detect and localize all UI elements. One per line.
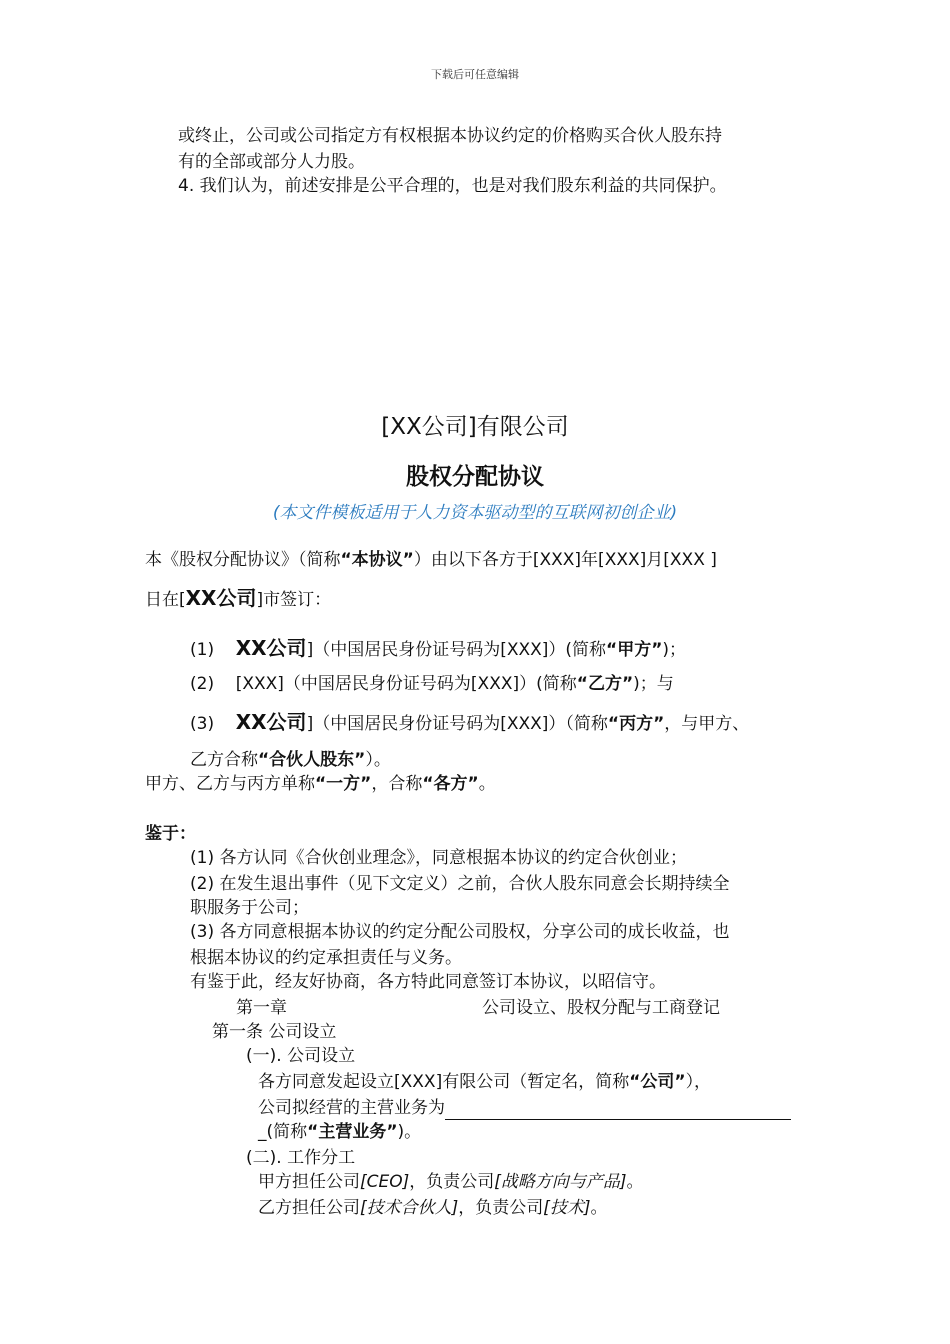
- intro-line-1: 本《股权分配协议》（简称“本协议”）由以下各方于[XXX]年[XXX]月[XXX ]: [145, 550, 717, 570]
- page-header: 下载后可任意编辑: [431, 68, 519, 81]
- document-title: 股权分配协议: [406, 464, 544, 490]
- intro-line-2: 日在[XX公司]市签订：: [145, 586, 332, 610]
- whereas-item-continued: 根据本协议的约定承担责任与义务。: [190, 948, 462, 968]
- party-1: (1) XX公司]（中国居民身份证号码为[XXX]）(简称“甲方”)；: [190, 636, 687, 660]
- document-subtitle: (本文件模板适用于人力资本驱动型的互联网初创企业): [272, 503, 678, 523]
- chapter-title: 公司设立、股权分配与工商登记: [482, 998, 720, 1018]
- party-3-continued: 乙方合称“合伙人股东”）。: [190, 750, 391, 770]
- section-line: _(简称“主营业务”)。: [258, 1122, 422, 1142]
- paragraph-line: 或终止，公司或公司指定方有权根据本协议约定的价格购买合伙人股东持: [178, 126, 722, 146]
- article-heading: 第一条 公司设立: [212, 1022, 337, 1042]
- whereas-conclusion: 有鉴于此，经友好协商，各方特此同意签订本协议，以昭信守。: [190, 972, 666, 992]
- party-2: (2) [XXX]（中国居民身份证号码为[XXX]）(简称“乙方”)；与: [190, 674, 674, 694]
- whereas-item-continued: 职服务于公司；: [190, 898, 309, 918]
- paragraph-line: 有的全部或部分人力股。: [178, 152, 365, 172]
- party-definitions: 甲方、乙方与丙方单称“一方”，合称“各方”。: [145, 774, 496, 794]
- whereas-item: (3) 各方同意根据本协议的约定分配公司股权，分享公司的成长收益，也: [190, 922, 730, 942]
- section-heading: (一). 公司设立: [246, 1046, 356, 1066]
- company-title: [XX公司]有限公司: [381, 414, 569, 440]
- role-line: 乙方担任公司[技术合伙人]，负责公司[技术]。: [258, 1198, 608, 1218]
- section-heading: (二). 工作分工: [246, 1148, 356, 1168]
- list-item: 4. 我们认为，前述安排是公平合理的，也是对我们股东利益的共同保护。: [178, 176, 727, 196]
- party-3: (3) XX公司]（中国居民身份证号码为[XXX]）（简称“丙方”，与甲方、: [190, 710, 750, 734]
- main-business-blank: [445, 1103, 791, 1120]
- whereas-item: (1) 各方认同《合伙创业理念》，同意根据本协议的约定合伙创业；: [190, 848, 687, 868]
- whereas-item: (2) 在发生退出事件（见下文定义）之前，合伙人股东同意会长期持续全: [190, 874, 730, 894]
- role-line: 甲方担任公司[CEO]，负责公司[战略方向与产品]。: [258, 1172, 644, 1192]
- section-line: 各方同意发起设立[XXX]有限公司（暂定名，简称“公司”），: [258, 1072, 712, 1092]
- whereas-heading: 鉴于：: [145, 824, 196, 844]
- main-business-line: 公司拟经营的主营业务为: [258, 1096, 791, 1120]
- chapter-number: 第一章: [236, 998, 287, 1018]
